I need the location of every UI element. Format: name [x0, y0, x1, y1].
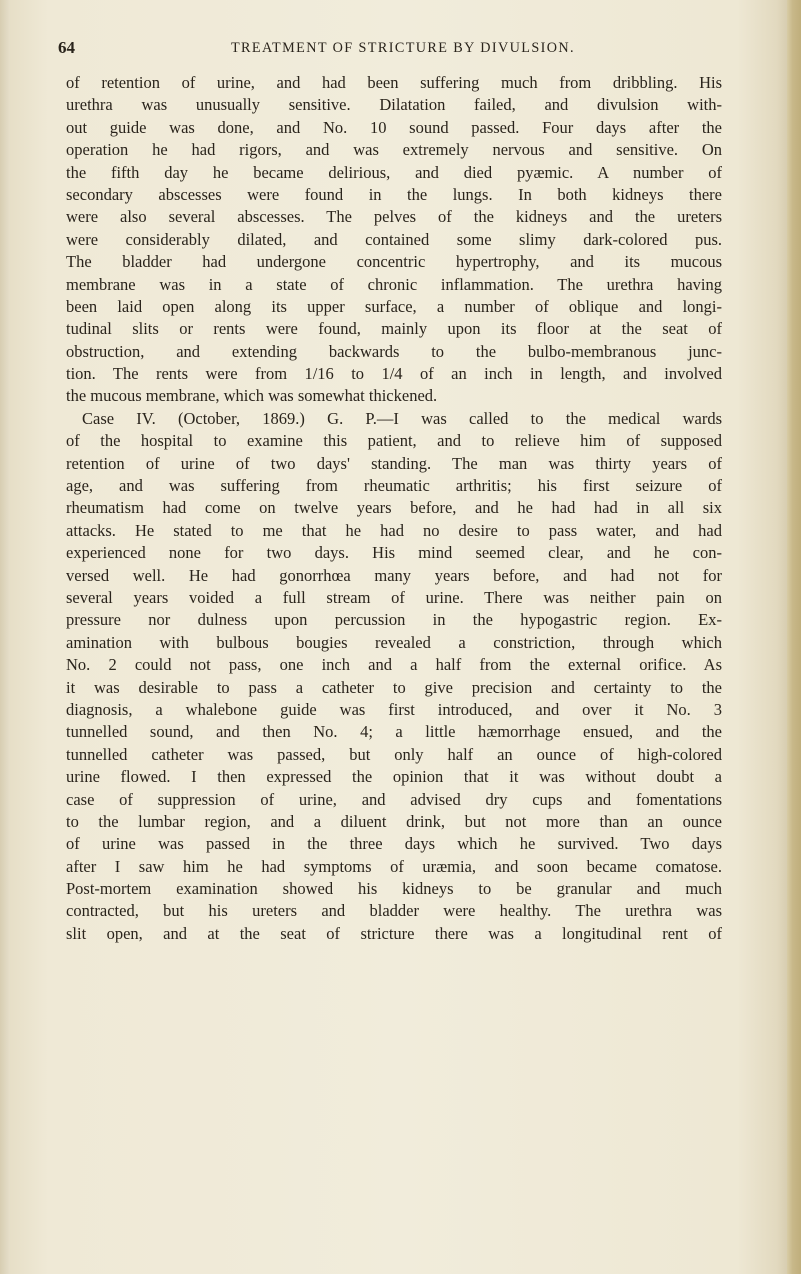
text-line: membrane was in a state of chronic inflammation. The urethra having: [66, 274, 722, 294]
text-line: amination with bulbous bougies revealed a constriction, through which: [66, 632, 722, 652]
text-line: experienced none for two days. His mind seemed clear, and he con-: [66, 543, 722, 563]
text-line: pressure nor dulness upon percussion in the hypogastric region. Ex-: [66, 610, 722, 630]
text-line: Post-mortem examination showed his kidneys to be granular and much: [66, 879, 722, 899]
text-line: slit open, and at the seat of stricture there was a longitudinal rent of: [66, 923, 722, 943]
text-line: of the hospital to examine this patient, and to relieve him of supposed: [66, 431, 722, 451]
page-header: [58, 38, 748, 60]
text-line: tudinal slits or rents were found, mainly upon its floor at the seat of: [66, 319, 722, 339]
text-line: after I saw him he had symptoms of uræmia, and soon became comatose.: [66, 856, 722, 876]
text-line: it was desirable to pass a catheter to give precision and certainty to the: [66, 677, 722, 697]
text-line: urine flowed. I then expressed the opinion that it was without doubt a: [66, 767, 722, 787]
text-line: the mucous membrane, which was somewhat thickened.: [66, 386, 438, 406]
text-line: of urine was passed in the three days which he survived. Two days: [66, 834, 722, 854]
text-line: tunnelled sound, and then No. 4; a little hæmorrhage ensued, and the: [66, 722, 722, 742]
text-line: versed well. He had gonorrhœa many years before, and had not for: [66, 565, 722, 585]
text-line: urethra was unusually sensitive. Dilatation failed, and divulsion with-: [66, 95, 722, 115]
text-line: were considerably dilated, and contained some slimy dark-colored pus.: [66, 229, 722, 249]
text-line: age, and was suffering from rheumatic arthritis; his first seizure of: [66, 476, 722, 496]
page-right-edge: [787, 0, 801, 1274]
text-line: were also several abscesses. The pelves of the kidneys and the ureters: [66, 207, 722, 227]
text-line: contracted, but his ureters and bladder were healthy. The urethra was: [66, 901, 722, 921]
page-left-edge: [0, 0, 10, 1274]
text-line: several years voided a full stream of urine. There was neither pain on: [66, 587, 722, 607]
text-line: The bladder had undergone concentric hypertrophy, and its mucous: [66, 252, 722, 272]
text-line: secondary abscesses were found in the lungs. In both kidneys there: [66, 184, 722, 204]
text-line: the fifth day he became delirious, and died pyæmic. A number of: [66, 162, 722, 182]
case-heading-line: Case IV. (October, 1869.) G. P.—I was called to the medical wards: [82, 408, 722, 428]
text-line: diagnosis, a whalebone guide was first introduced, and over it No. 3: [66, 699, 722, 719]
text-line: tunnelled catheter was passed, but only half an ounce of high-colored: [66, 744, 722, 764]
text-line: rheumatism had come on twelve years before, and he had had in all six: [66, 498, 722, 518]
text-line: to the lumbar region, and a diluent drink, but not more than an ounce: [66, 811, 722, 831]
text-line: out guide was done, and No. 10 sound passed. Four days after the: [66, 117, 722, 137]
text-line: attacks. He stated to me that he had no desire to pass water, and had: [66, 520, 722, 540]
text-line: No. 2 could not pass, one inch and a half from the external orifice. As: [66, 655, 722, 675]
text-line: of retention of urine, and had been suffering much from dribbling. His: [66, 73, 722, 92]
running-title: TREATMENT OF STRICTURE BY DIVULSION.: [230, 40, 575, 56]
text-line: obstruction, and extending backwards to the bulbo-membranous junc-: [66, 341, 722, 361]
page-number: 64: [58, 38, 75, 57]
text-line: been laid open along its upper surface, a number of oblique and longi-: [66, 296, 722, 316]
text-line: case of suppression of urine, and advised dry cups and fomentations: [66, 789, 722, 809]
text-line: operation he had rigors, and was extremely nervous and sensitive. On: [66, 140, 722, 160]
body-text: [66, 72, 722, 945]
text-line: retention of urine of two days' standing. The man was thirty years of: [66, 453, 722, 473]
text-line: tion. The rents were from 1/16 to 1/4 of an inch in length, and involved: [66, 364, 722, 384]
